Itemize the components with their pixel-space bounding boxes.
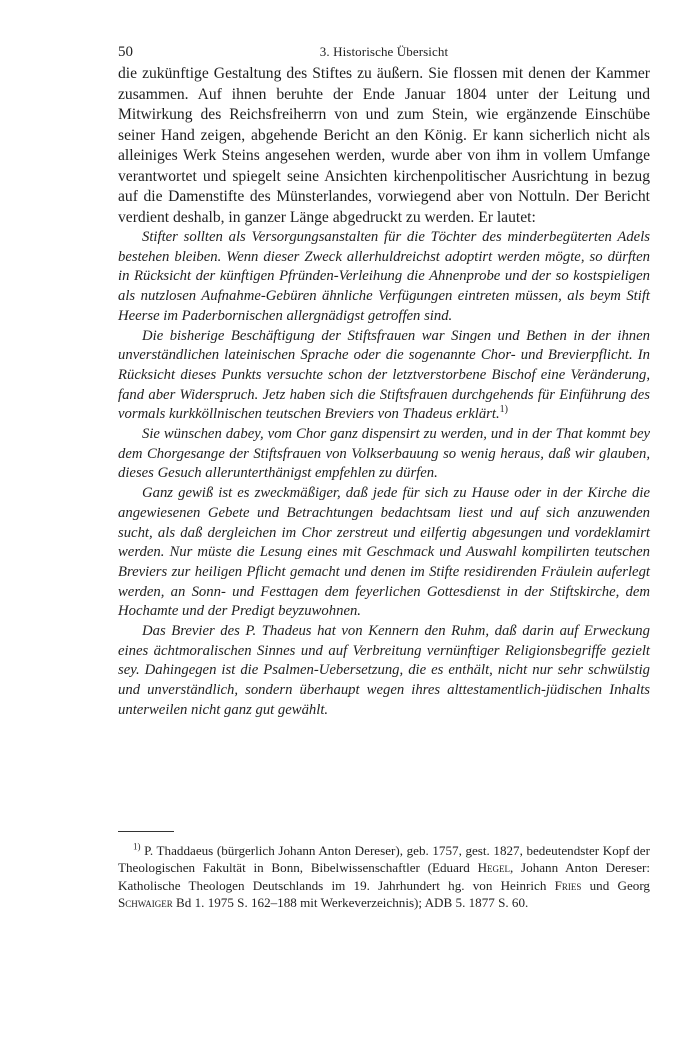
footnote-reference[interactable]: 1): [499, 404, 508, 416]
author-name-fries: Fries: [554, 877, 582, 893]
quote-paragraph-2: [118, 327, 650, 426]
quote-paragraph-1: Stifter sollten als Versorgungsanstalten für die Töchter des minderbegüterten Adels bestehen bleiben. Wenn dieser Zweck allerhuldreichst adoptirt werden mögte, so dürften in Rücksicht der künftigen Pfründen-Verleihung die Ahnenprobe und der so kostspieligen als nutzlosen Aufnahme-Gebüren ähnliche Verfügungen eintreten müssen, als beym Stift Heerse im Paderbornischen allergnädigst getroffen sind.: [118, 229, 650, 324]
footnote-text-c: und Georg: [581, 877, 650, 893]
intro-paragraph: die zukünftige Gestaltung des Stiftes zu äußern. Sie flossen mit denen der Kammer zusammen. Auf ihnen beruhte der Ende Januar 1804 unter der Leitung und Mitwirkung des Reichsfreiherrn von und zum Stein, wie ergänzende Einschübe seiner Hand zeigen, abgehende Bericht an den König. Er kann sicherlich nicht als alleiniges Werk Steins angesehen werden, wurde aber von ihm in vollem Umfange verantwortet und spiegelt seine Ansichten kirchenpolitischer Ausrichtung in bezug auf die Damenstifte des Münsterlandes, vorwiegend aber von Nottuln. Der Bericht verdient deshalb, in ganzer Länge abgedruckt zu werden. Er lautet:: [118, 65, 650, 226]
footnote-divider: [118, 831, 174, 832]
footnote-text-d: Bd 1. 1975 S. 162–188 mit Werkeverzeichnis); ADB 5. 1877 S. 60.: [172, 895, 529, 911]
quote-paragraph-5: Das Brevier des P. Thadeus hat von Kennern den Ruhm, daß darin auf Erweckung eines ächtmoralischen Sinnes und auf Verbreitung vernünftiger Religionsbegriffe gezielt sey. Dahingegen ist die Psalmen-Uebersetzung, die es enthält, nicht nur sehr schwülstig und unverständlich, sondern überhaupt wegen ihres alttestamentlich-jüdischen Inhalts unterweilen nicht ganz gut gewählt.: [118, 623, 650, 718]
author-name-schwaiger: Schwaiger: [118, 895, 173, 911]
quoted-report: [118, 228, 650, 721]
quote-paragraph-3: Sie wünschen dabey, vom Chor ganz dispensirt zu werden, und in der That kommt bey dem Chorgesange der Stiftsfrauen von Volkserbauung so wenig heraus, daß wir glauben, dieses Gesuch allerunterthänigst empfehlen zu dürfen.: [118, 426, 650, 482]
quote-paragraph-2-text: Die bisherige Beschäftigung der Stiftsfrauen war Singen und Bethen in der ihnen unverständlichen lateinischen Sprache oder die sogenannte Chor- und Brevierpflicht. In Rücksicht dieses Punkts versuchte schon der letztverstorbene Bischof eine Veränderung, fand aber Widerspruch. Jetz haben sich die Stiftsfrauen durchgehends für Einführung des vormals kurkköllnischen teutschen Breviers von Thadeus erklärt.: [118, 327, 650, 423]
footnote-text-a: P. Thaddaeus (bürgerlich Johann Anton Dereser), geb. 1757, gest. 1827, bedeutendster Kopf der Theologischen Fakultät in Bonn, Bibelwissenschaftler (Eduard: [118, 843, 650, 876]
chapter-title: 3. Historische Übersicht: [319, 44, 449, 59]
running-head: [118, 40, 650, 64]
quote-paragraph-4: Ganz gewiß ist es zweckmäßiger, daß jede für sich zu Hause oder in der Kirche die angewiesenen Gebete und Betrachtungen bedachtsam liest und auf sich anzuwenden sucht, als daß dergleichen im Chor zerstreut und eilfertig abgesungen und vordeklamirt werden. Nur müste die Lesung eines mit Geschmack und Auswahl kompilirten teutschen Breviers zur heiligen Pflicht gemacht und denen im Stifte residirenden Fräulein auferlegt werden, an Sonn- und Festtagen dem feyerlichen Gottesdienst in der Stiftskirche, dem Hochamte und der Predigt beyzuwohnen.: [118, 485, 650, 620]
author-name-hegel: Hegel: [477, 860, 511, 876]
footnote-marker: 1): [133, 841, 141, 852]
main-text: [118, 64, 650, 721]
footnote-text-b: , Johann Anton Dereser: Katholische Theologen Deutschlands im 19. Jahrhundert hg. von Heinrich: [118, 860, 650, 893]
footnote: [118, 842, 650, 912]
page-content: [118, 40, 650, 721]
page-number: 50: [118, 44, 133, 60]
